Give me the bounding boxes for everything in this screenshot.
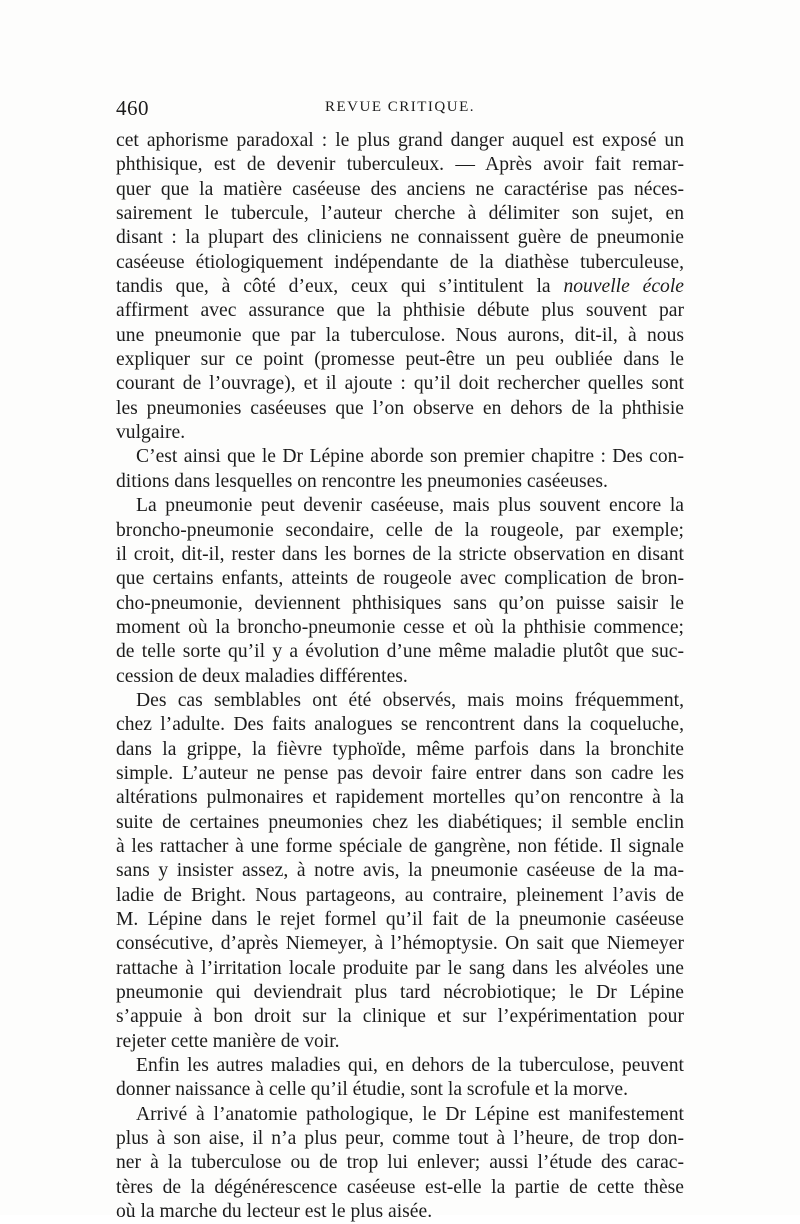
text-line	[116, 786, 684, 810]
text-line	[116, 178, 684, 202]
text-line-content: suite de certaines pneumonies chez les diabétiques; il semble enclin	[116, 811, 684, 833]
text-line-content: donner naissance à celle qu’il étudie, sont la scrofule et la morve.	[116, 1079, 628, 1101]
italic-phrase: nouvelle école	[563, 276, 684, 298]
text-line	[116, 397, 684, 421]
text-line-content: expliquer sur ce point (promesse peut-être un peu oubliée dans le	[116, 349, 684, 371]
text-line-content: il croit, dit-il, rester dans les bornes de la stricte observation en disant	[116, 543, 684, 565]
text-line-content: s’appuie à bon droit sur la clinique et sur l’expérimentation pour	[116, 1006, 684, 1028]
text-line	[116, 762, 684, 786]
text-line-content: Des cas semblables ont été observés, mais moins fréquemment,	[136, 689, 684, 711]
text-line	[116, 324, 684, 348]
text-line-content: rattache à l’irritation locale produite par le sang dans les alvéoles une	[116, 957, 684, 979]
text-line-content: moment où la broncho-pneumonie cesse et où la phthisie commence;	[116, 616, 684, 638]
running-title: REVUE CRITIQUE.	[325, 99, 475, 115]
text-line-content: plus à son aise, il n’a plus peur, comme tout à l’heure, de trop don-	[116, 1128, 684, 1150]
text-line	[116, 445, 684, 469]
text-line-content: affirment avec assurance que la phthisie débute plus souvent par	[116, 300, 684, 322]
text-line	[116, 1054, 684, 1078]
text-line-content: altérations pulmonaires et rapidement mortelles qu’on rencontre à la	[116, 787, 684, 809]
text-line	[116, 640, 684, 664]
text-line	[116, 153, 684, 177]
text-line-content: Enfin les autres maladies qui, en dehors de la tuberculose, peuvent	[136, 1055, 684, 1077]
text-line	[116, 908, 684, 932]
text-line-content: que certains enfants, atteints de rougeole avec complication de bron-	[116, 568, 684, 590]
text-line	[116, 470, 684, 494]
text-line	[116, 689, 684, 713]
text-line	[116, 811, 684, 835]
text-line	[116, 957, 684, 981]
text-line-content: ditions dans lesquelles on rencontre les pneumonies caséeuses.	[116, 470, 608, 492]
text-line-content: tandis que, à côté d’eux, ceux qui s’intitulent la	[116, 276, 551, 298]
text-line-content: disant : la plupart des cliniciens ne connaissent guère de pneumonie	[116, 227, 684, 249]
text-line-content: une pneumonie que par la tuberculose. Nous aurons, dit-il, à nous	[116, 324, 684, 346]
text-line-content: sairement le tubercule, l’auteur cherche à délimiter son sujet, en	[116, 203, 684, 225]
text-line	[116, 421, 684, 445]
text-line-content: de telle sorte qu’il y a évolution d’une même maladie plutôt que suc-	[116, 641, 684, 663]
text-line	[116, 494, 684, 518]
text-line-content: pneumonie qui deviendrait plus tard nécrobiotique; le Dr Lépine	[116, 982, 684, 1004]
text-line-content: chez l’adulte. Des faits analogues se rencontrent dans la coqueluche,	[116, 714, 684, 736]
text-line-content: rejeter cette manière de voir.	[116, 1030, 340, 1052]
text-line-content: courant de l’ouvrage), et il ajoute : qu’il doit rechercher quelles sont	[116, 373, 684, 395]
text-line	[116, 1151, 684, 1175]
body-text	[116, 129, 684, 1224]
text-line-content: cho-pneumonie, deviennent phthisiques sans qu’on puisse saisir le	[116, 592, 684, 614]
text-line-content: M. Lépine dans le rejet formel qu’il fait de la pneumonie caséeuse	[116, 909, 684, 930]
text-line-content: quer que la matière caséeuse des anciens ne caractérise pas néces-	[116, 178, 684, 200]
text-line	[116, 665, 684, 689]
text-line	[116, 713, 684, 737]
text-line	[116, 129, 684, 153]
text-line	[116, 202, 684, 226]
text-line	[116, 981, 684, 1005]
text-line	[116, 372, 684, 396]
text-line	[116, 859, 684, 883]
text-line-content: caséeuse étiologiquement indépendante de la diathèse tuberculeuse,	[116, 251, 684, 273]
running-head	[116, 96, 684, 118]
text-line	[116, 1005, 684, 1029]
text-line-content: phthisique, est de devenir tuberculeux. — Après avoir fait remar-	[116, 154, 684, 176]
text-line	[116, 567, 684, 591]
text-line-content: où la marche du lecteur est le plus aisée.	[116, 1201, 433, 1223]
text-line-content: cession de deux maladies différentes.	[116, 665, 408, 687]
text-line-content: ner à la tuberculose ou de trop lui enlever; aussi l’étude des carac-	[116, 1152, 684, 1174]
text-line	[116, 932, 684, 956]
text-line	[116, 1176, 684, 1200]
text-line-content: La pneumonie peut devenir caséeuse, mais plus souvent encore la	[136, 495, 684, 517]
text-line-content: Arrivé à l’anatomie pathologique, le Dr Lépine est manifestement	[136, 1103, 684, 1125]
text-line	[116, 299, 684, 323]
text-line	[116, 616, 684, 640]
text-line	[116, 1127, 684, 1151]
text-line-content: cet aphorisme paradoxal : le plus grand danger auquel est exposé un	[116, 130, 684, 151]
text-line	[116, 251, 684, 275]
text-line-content: ladie de Bright. Nous partageons, au contraire, pleinement l’avis de	[116, 884, 684, 906]
text-line	[116, 226, 684, 250]
page-number: 460	[116, 96, 149, 120]
text-line	[116, 592, 684, 616]
text-line	[116, 1078, 684, 1102]
text-line-content: vulgaire.	[116, 422, 186, 444]
text-line	[116, 543, 684, 567]
text-line-content: tères de la dégénérescence caséeuse est-elle la partie de cette thèse	[116, 1176, 684, 1198]
text-line	[116, 519, 684, 543]
text-line-content: sans y insister assez, à notre avis, la pneumonie caséeuse de la ma-	[116, 860, 684, 882]
text-line	[116, 1103, 684, 1127]
text-line-content: C’est ainsi que le Dr Lépine aborde son premier chapitre : Des con-	[136, 446, 684, 468]
text-line	[116, 275, 684, 299]
text-line	[116, 835, 684, 859]
text-line	[116, 1200, 684, 1224]
text-line-content: à les rattacher à une forme spéciale de gangrène, non fétide. Il signale	[116, 835, 684, 857]
text-line	[116, 1030, 684, 1054]
text-line	[116, 348, 684, 372]
text-line	[116, 738, 684, 762]
text-line-content: consécutive, d’après Niemeyer, à l’hémoptysie. On sait que Niemeyer	[116, 933, 684, 955]
text-line-content: dans la grippe, la fièvre typhoïde, même parfois dans la bronchite	[116, 738, 684, 760]
text-line-content: les pneumonies caséeuses que l’on observe en dehors de la phthisie	[116, 397, 684, 419]
text-line-content: simple. L’auteur ne pense pas devoir faire entrer dans son cadre les	[116, 762, 684, 784]
text-line-content: broncho-pneumonie secondaire, celle de la rougeole, par exemple;	[116, 519, 684, 541]
text-line	[116, 884, 684, 908]
